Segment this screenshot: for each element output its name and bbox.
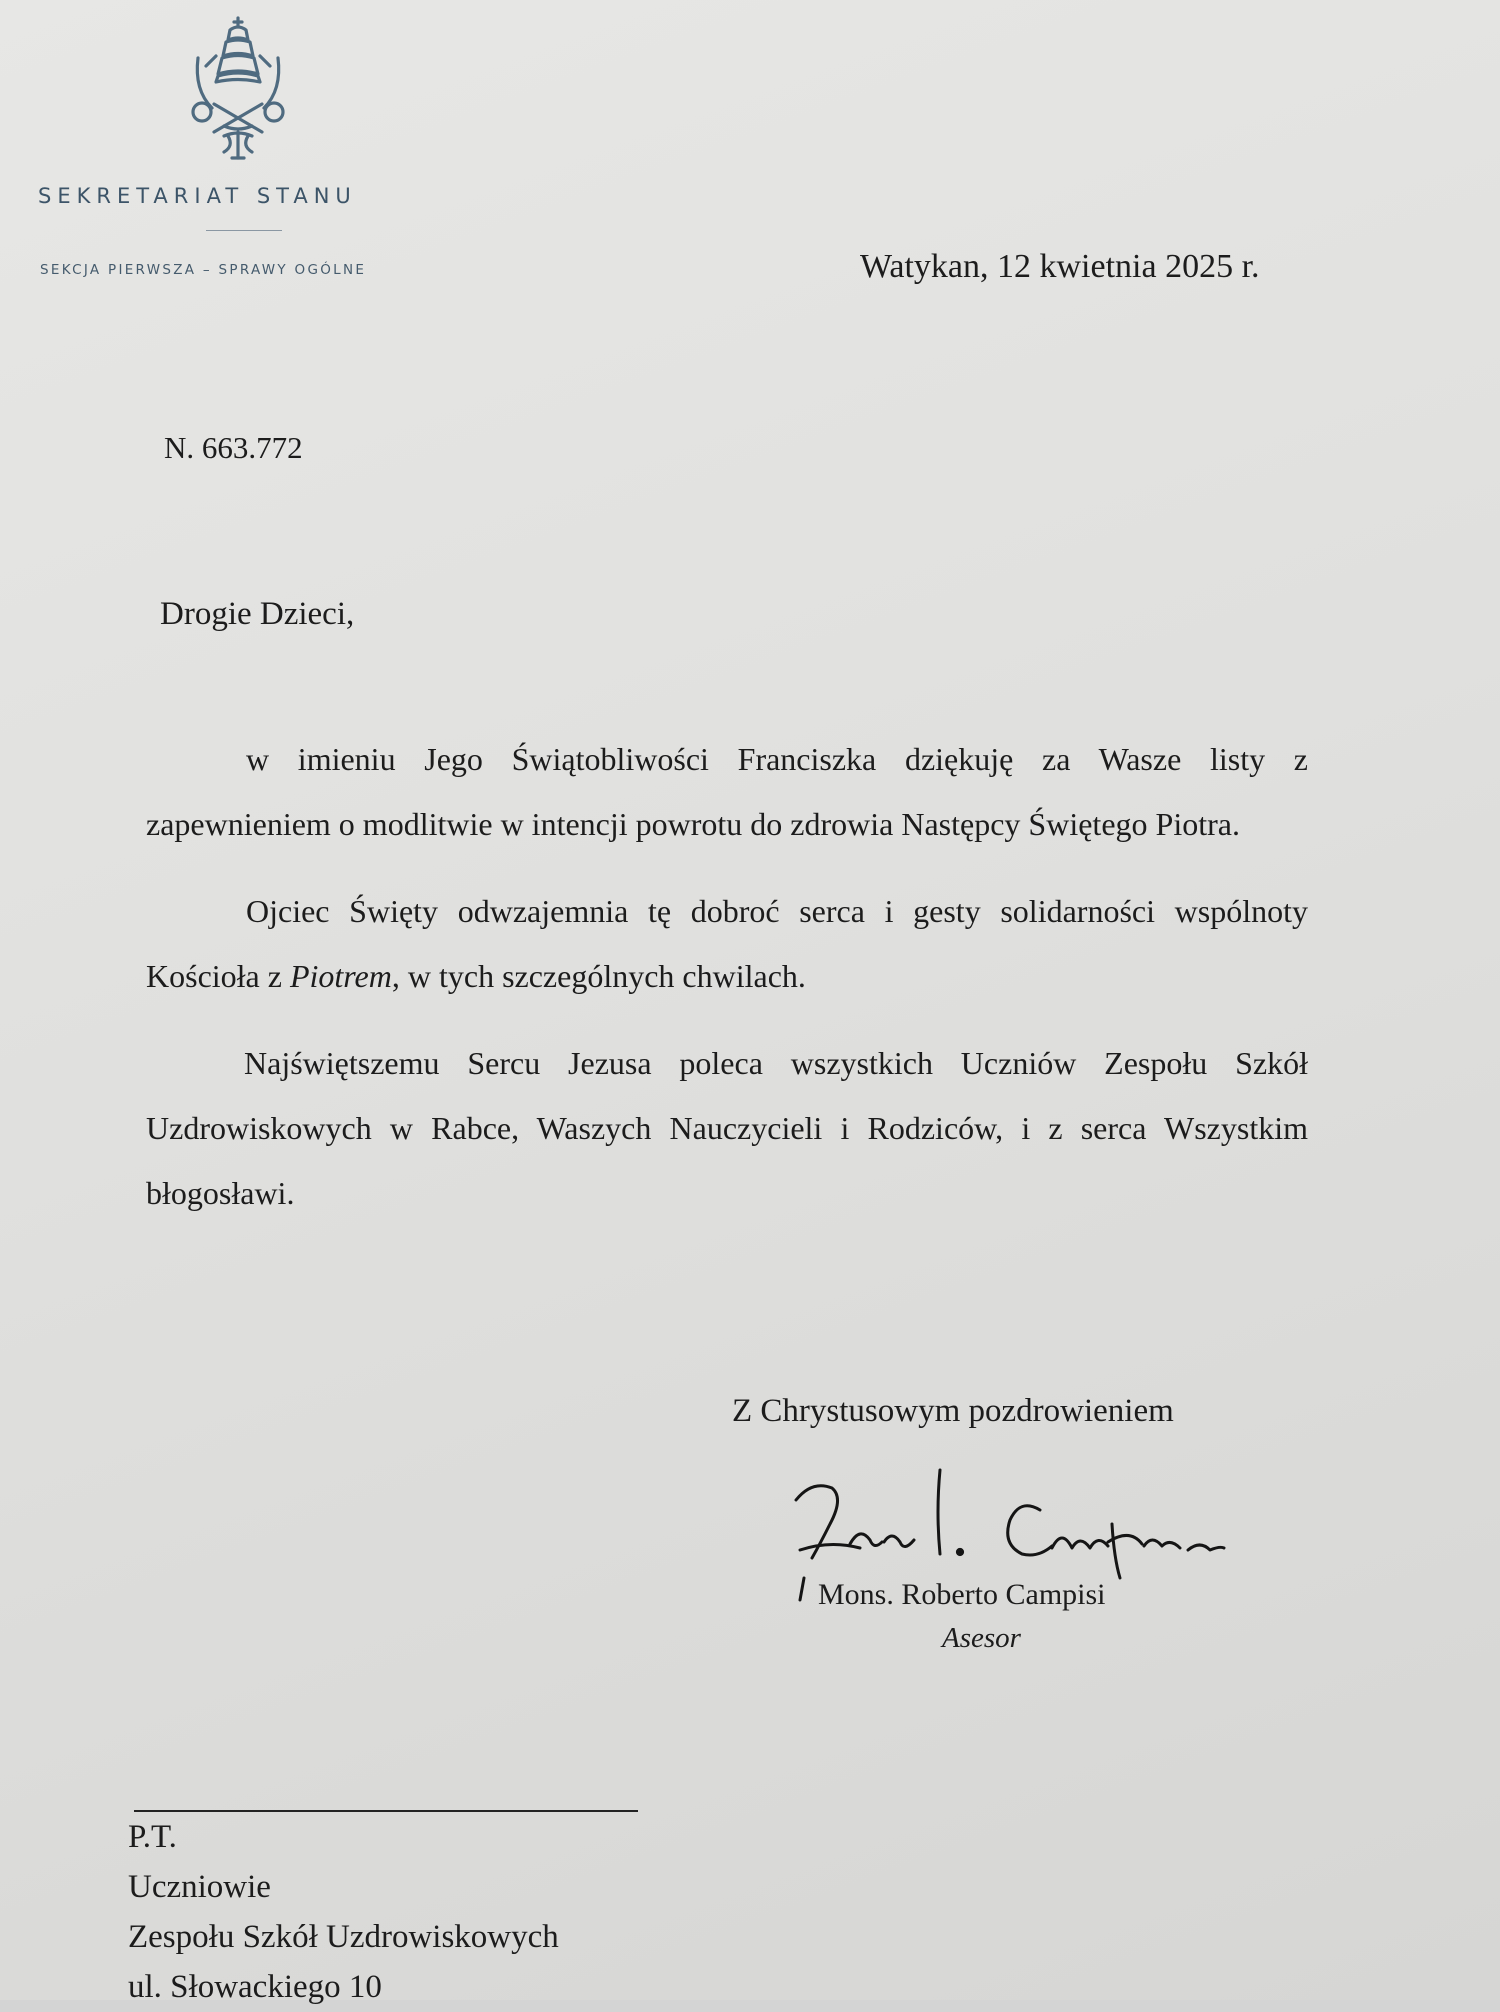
closing-greeting: Z Chrystusowym pozdrowieniem: [732, 1393, 1174, 1429]
body-paragraph-2-emphasis: Piotrem: [289, 958, 392, 994]
address-line-1: P.T.: [128, 1819, 177, 1855]
signer-title: Asesor: [942, 1622, 1021, 1654]
papal-coat-of-arms-icon: [178, 12, 298, 160]
salutation: Drogie Dzieci,: [160, 596, 355, 632]
body-paragraph-3: Najświętszemu Sercu Jezusa poleca wszystkich Uczniów Zespołu Szkół Uzdrowiskowych w Rabce, Waszych Nauczycieli i Rodziców, i z serca Wszystkim błogosławi.: [146, 1045, 1308, 1211]
letter-body: [146, 727, 1308, 1248]
body-paragraph-2-start: Ojciec Święty odwzajemnia tę dobroć serca i gesty solidarności wspólnoty Kościoła z: [146, 893, 1308, 994]
recipient-address: [128, 1812, 559, 2012]
letter-date: Watykan, 12 kwietnia 2025 r.: [860, 248, 1260, 285]
body-paragraph-1: w imieniu Jego Świątobliwości Franciszka dziękuję za Wasze listy z zapewnieniem o modlitwie w intencji powrotu do zdrowia Następcy Świętego Piotra.: [146, 741, 1308, 842]
address-line-2: Uczniowie: [128, 1869, 271, 1905]
body-paragraph-2: [146, 879, 1308, 1009]
address-line-4: ul. Słowackiego 10: [128, 1969, 382, 2005]
office-name: SEKRETARIAT STANU: [38, 184, 357, 208]
address-line-3: Zespołu Szkół Uzdrowiskowych: [128, 1919, 559, 1955]
letterhead-divider: [206, 230, 282, 231]
body-paragraph-2-end: , w tych szczególnych chwilach.: [391, 958, 806, 994]
signer-name: Mons. Roberto Campisi: [818, 1578, 1106, 1611]
section-name: SEKCJA PIERWSZA – SPRAWY OGÓLNE: [40, 262, 367, 278]
reference-number: N. 663.772: [164, 430, 303, 465]
